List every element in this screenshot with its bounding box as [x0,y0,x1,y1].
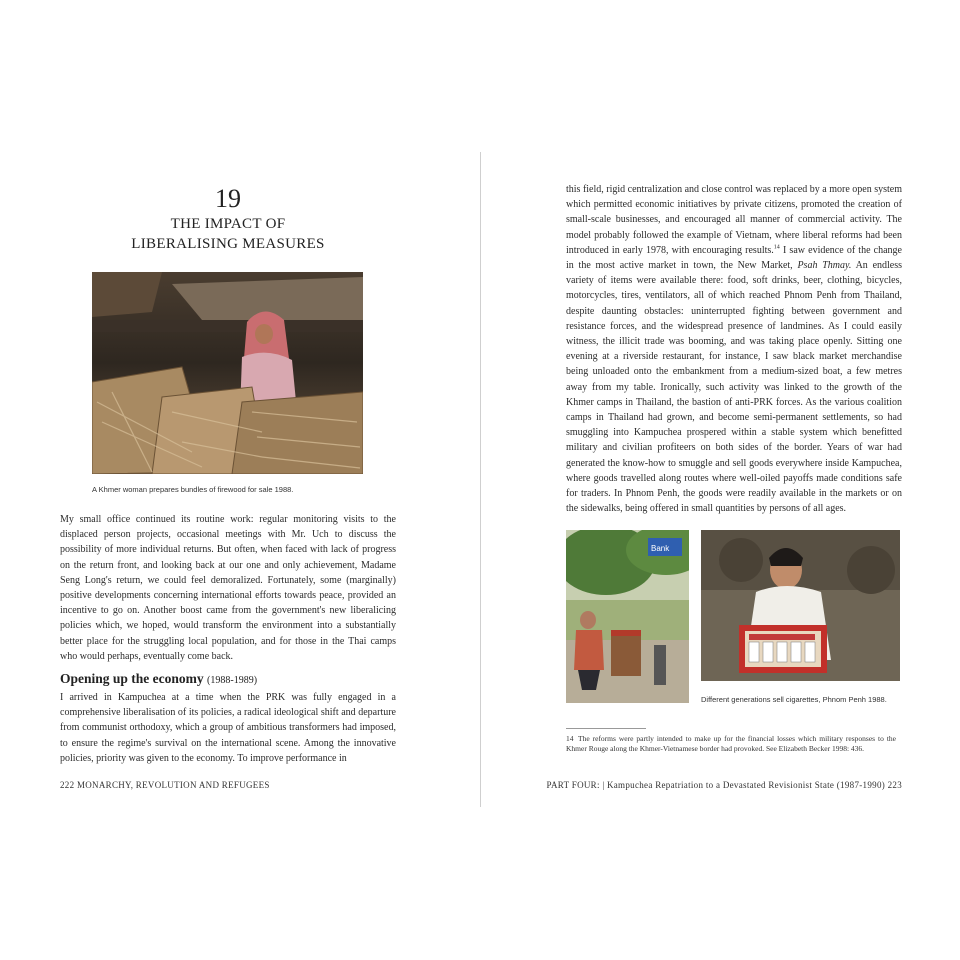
para-text-italic: Psah Thmay. [797,260,852,272]
footnote-text: The reforms were partly intended to make up for the financial losses which military responses to the Khmer Rouge along the Khmer-Vietnamese border had provoked. See Elizabeth Becker 1998: 436. [566,734,896,753]
footnote-divider [566,728,646,729]
chapter-title [60,214,396,254]
section-heading-dates: (1988-1989) [207,675,258,686]
page-gutter [480,152,481,807]
chapter-number: 19 [215,184,241,213]
page-footer-left: 222 MONARCHY, REVOLUTION AND REFUGEES [60,780,270,790]
section-heading [60,670,396,690]
para-text-part2: I saw evidence of the change in the most active market in town, the New Market, [566,244,902,272]
para-text-part1: this field, rigid centralization and close control was replaced by a more open system which permitted economic initiatives by private citizens, promoted the creation of small-scale businesses, and encouraged all manner of commercial activity. The model probably followed the example of Vietnam, where liberal reforms had been introduced in early 1978, with encouraging results. [566,184,903,256]
body-paragraph-3 [566,182,902,516]
cigarette-seller-photo [701,530,900,681]
para-text-part3: An endless variety of items were available there: food, soft drinks, beer, clothing, bicycles, motorcycles, tires, ventilators, all of which reached Phnom Penh from Thailand, despite daunting obstacles: uninterrupted fighting between government and resistance forces, and the widespread presence of landmines. As I could easily witness, the illicit trade was booming, and was taking place openly. Sitting one evening at a riverside restaurant, for instance, I saw black market merchandise being unloaded onto the embankment from a medium-sized boat, a few metres away from my table. Ironically, such activity was linked to the growth of the Khmer camps in Thailand, the bastion of anti-PRK forces. As the various coalition camps in Thailand had grown, and become semi-permanent settlements, so had smuggling into Kampuchea prospered within a stable system which benefitted military and civilian profiteers on both sides of the border. Years of war had generated the know-how to smuggle and sell goods everywhere inside Kampuchea, where goods travelled along routes where well-oiled payoffs made conditions safe for traders. In Phnom Penh, the goods were readily available in the markets or on the sidewalks, being offered in small quantities by persons of all ages. [566,260,903,515]
body-paragraph-1: My small office continued its routine work: regular monitoring visits to the displaced person projects, occasional meetings with Mr. Uch to discuss the possibility of more individual returns. But often, when faced with lack of progress on the return front, and looking back at our one and only achievement, Madame Seng Long's return, we could feel demoralized. Fortunately, some (marginally) positive developments concerning international efforts towards peace, provided an incentive to go on. Another boost came from the government's new liberalicing policies which, we hoped, would transform the environment into a substantially better place for the struggling local population, and for those in the Thai camps who would perhaps, eventually come back. [60,514,396,662]
cigarette-seller-photo-image [701,530,900,681]
photo-caption-right: Different generations sell cigarettes, Phnom Penh 1988. [701,695,887,704]
chapter-title-line1: THE IMPACT OF [170,216,286,232]
bank-sign-text: Bank [651,544,670,553]
firewood-photo [92,272,363,474]
footnote-reference[interactable]: 14 [773,244,780,251]
footnote-number: 14 [566,734,574,743]
street-vendor-photo [566,530,689,703]
footnote [566,734,896,754]
body-paragraph-2: I arrived in Kampuchea at a time when the PRK was fully engaged in a comprehensive liberalisation of its policies, a radical ideological shift and departure from communist orthodoxy, which a group of ambitious transformers had imposed, to ensure the regime's survival on the international scene. Among the innovative policies, priority was given to the economy. To improve performance in [60,692,396,764]
photo-caption-left: A Khmer woman prepares bundles of firewood for sale 1988. [92,485,294,494]
page-footer-right: PART FOUR: | Kampuchea Repatriation to a Devastated Revisionist State (1987-1990) 223 [546,780,902,790]
section-heading-text: Opening up the economy [60,671,204,686]
chapter-title-line2: LIBERALISING MEASURES [131,236,325,252]
firewood-photo-image [92,272,363,474]
street-vendor-photo-image [566,530,689,703]
